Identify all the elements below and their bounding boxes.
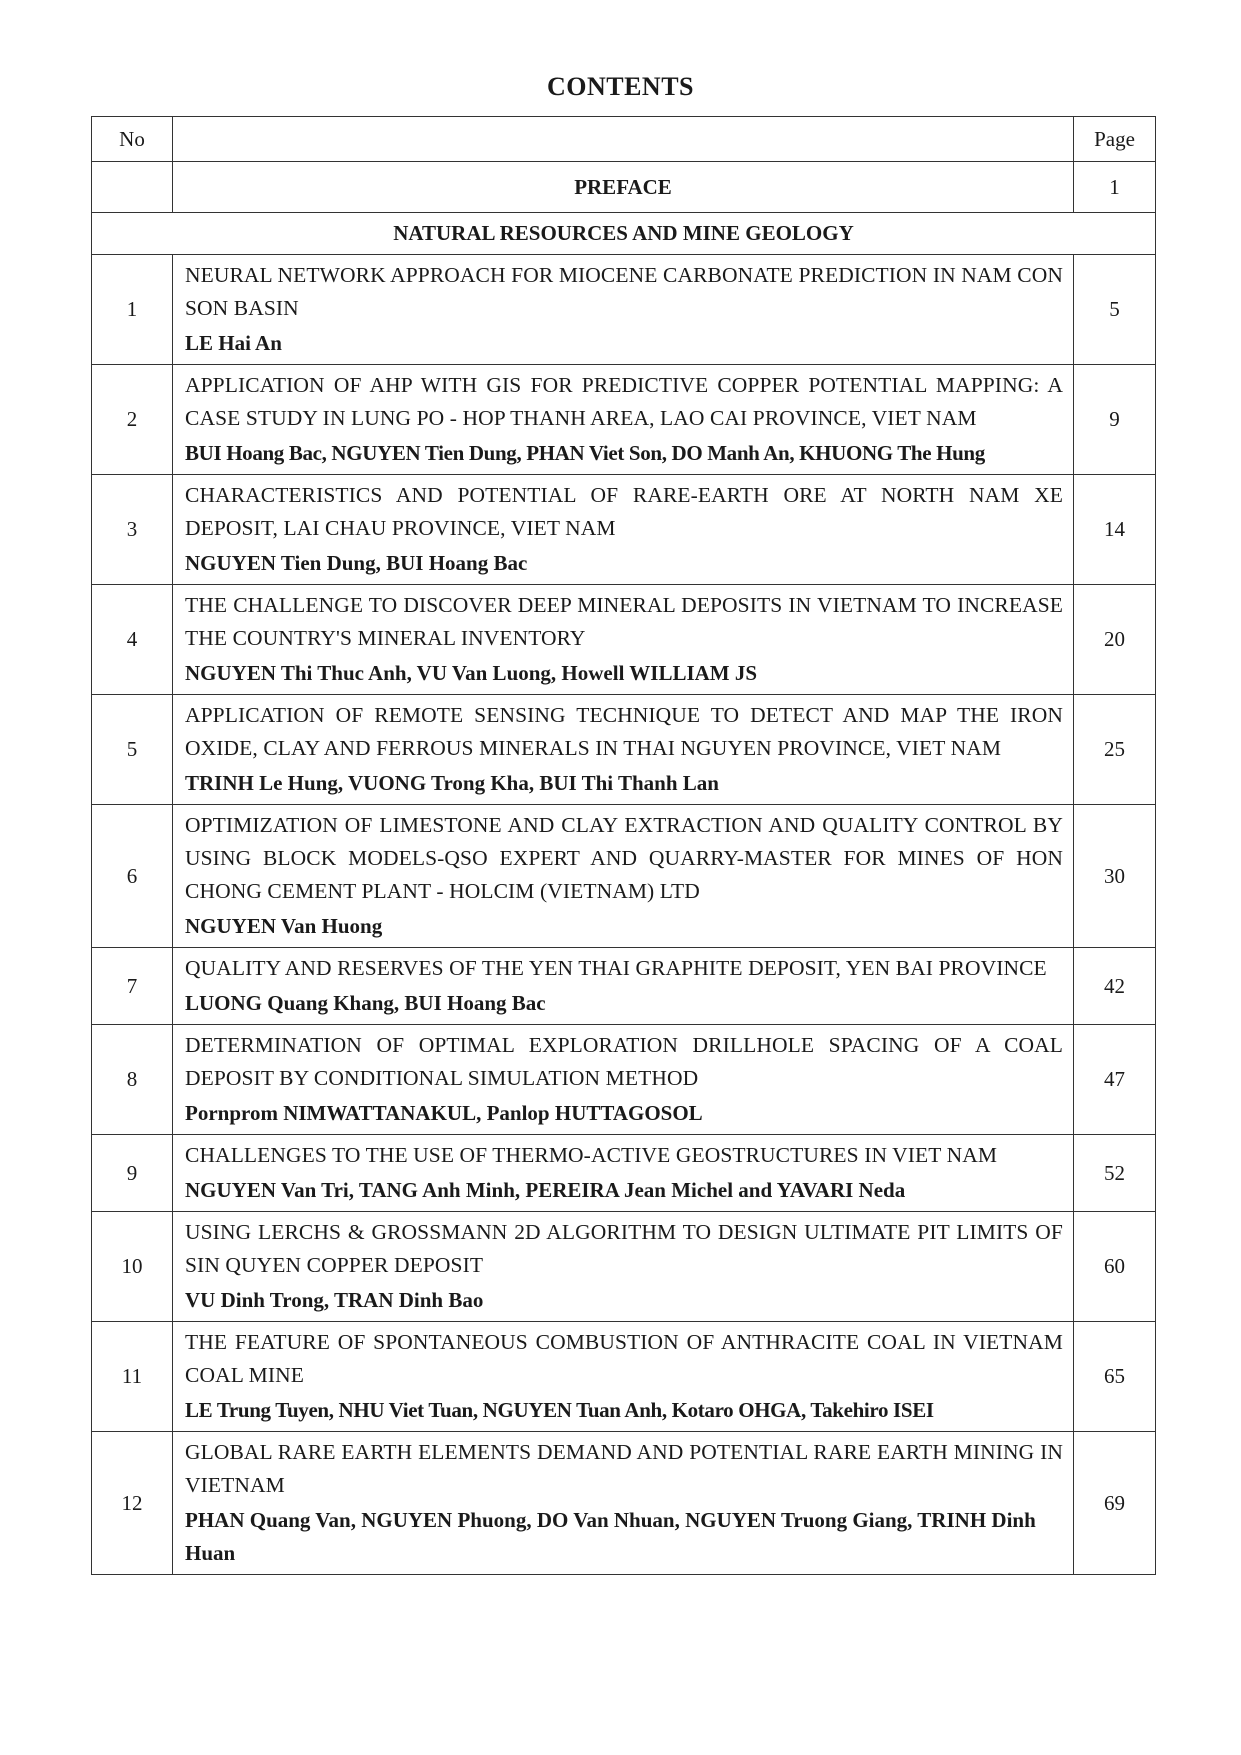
entry-cell	[173, 1212, 1074, 1322]
entry-number: 11	[92, 1322, 173, 1432]
entry-page: 25	[1074, 695, 1156, 805]
entry-page: 14	[1074, 475, 1156, 585]
entry-authors: TRINH Le Hung, VUONG Trong Kha, BUI Thi Thanh Lan	[185, 771, 719, 795]
preface-label: PREFACE	[173, 162, 1074, 213]
entry-number: 7	[92, 948, 173, 1025]
entry-title: GLOBAL RARE EARTH ELEMENTS DEMAND AND POTENTIAL RARE EARTH MINING IN VIETNAM	[185, 1440, 1063, 1497]
entry-authors: NGUYEN Tien Dung, BUI Hoang Bac	[185, 551, 528, 575]
entry-page: 47	[1074, 1025, 1156, 1135]
entry-cell	[173, 475, 1074, 585]
entry-authors: PHAN Quang Van, NGUYEN Phuong, DO Van Nhuan, NGUYEN Truong Giang, TRINH Dinh Huan	[185, 1508, 1036, 1565]
toc-entry-row	[92, 805, 1156, 948]
entry-cell	[173, 255, 1074, 365]
entry-number: 2	[92, 365, 173, 475]
entry-title: APPLICATION OF REMOTE SENSING TECHNIQUE TO DETECT AND MAP THE IRON OXIDE, CLAY AND FERROUS MINERALS IN THAI NGUYEN PROVINCE, VIET NAM	[185, 703, 1063, 760]
entry-page: 9	[1074, 365, 1156, 475]
toc-entry-row	[92, 948, 1156, 1025]
entry-page: 30	[1074, 805, 1156, 948]
entry-authors: LE Hai An	[185, 331, 282, 355]
entry-number: 10	[92, 1212, 173, 1322]
header-title	[173, 117, 1074, 162]
entry-number: 12	[92, 1432, 173, 1575]
toc-entry-row	[92, 695, 1156, 805]
entry-authors: BUI Hoang Bac, NGUYEN Tien Dung, PHAN Viet Son, DO Manh An, KHUONG The Hung	[185, 441, 985, 465]
entry-cell	[173, 948, 1074, 1025]
entries-body	[92, 255, 1156, 1575]
entry-cell	[173, 1135, 1074, 1212]
entry-authors: NGUYEN Thi Thuc Anh, VU Van Luong, Howell WILLIAM JS	[185, 661, 758, 685]
table-header-row	[92, 117, 1156, 162]
entry-authors: Pornprom NIMWATTANAKUL, Panlop HUTTAGOSOL	[185, 1101, 703, 1125]
entry-number: 1	[92, 255, 173, 365]
preface-page: 1	[1074, 162, 1156, 213]
entry-title: NEURAL NETWORK APPROACH FOR MIOCENE CARBONATE PREDICTION IN NAM CON SON BASIN	[185, 263, 1063, 320]
entry-page: 65	[1074, 1322, 1156, 1432]
entry-title: APPLICATION OF AHP WITH GIS FOR PREDICTIVE COPPER POTENTIAL MAPPING: A CASE STUDY IN LUNG PO - HOP THANH AREA, LAO CAI PROVINCE, VIET NAM	[185, 373, 1063, 430]
entry-authors: NGUYEN Van Huong	[185, 914, 383, 938]
entry-number: 9	[92, 1135, 173, 1212]
entry-title: CHARACTERISTICS AND POTENTIAL OF RARE-EARTH ORE AT NORTH NAM XE DEPOSIT, LAI CHAU PROVINCE, VIET NAM	[185, 483, 1063, 540]
entry-cell	[173, 585, 1074, 695]
toc-entry-row	[92, 1432, 1156, 1575]
toc-entry-row	[92, 1212, 1156, 1322]
entry-cell	[173, 1322, 1074, 1432]
contents-table	[91, 116, 1156, 1575]
toc-entry-row	[92, 255, 1156, 365]
entry-authors: LE Trung Tuyen, NHU Viet Tuan, NGUYEN Tuan Anh, Kotaro OHGA, Takehiro ISEI	[185, 1398, 934, 1422]
entry-title: OPTIMIZATION OF LIMESTONE AND CLAY EXTRACTION AND QUALITY CONTROL BY USING BLOCK MODELS-QSO EXPERT AND QUARRY-MASTER FOR MINES OF HON CHONG CEMENT PLANT - HOLCIM (VIETNAM) LTD	[185, 813, 1063, 903]
entry-page: 20	[1074, 585, 1156, 695]
entry-title: USING LERCHS & GROSSMANN 2D ALGORITHM TO DESIGN ULTIMATE PIT LIMITS OF SIN QUYEN COPPER DEPOSIT	[185, 1220, 1063, 1277]
entry-authors: LUONG Quang Khang, BUI Hoang Bac	[185, 991, 546, 1015]
section-row	[92, 213, 1156, 255]
toc-entry-row	[92, 475, 1156, 585]
entry-page: 52	[1074, 1135, 1156, 1212]
toc-entry-row	[92, 1025, 1156, 1135]
entry-number: 6	[92, 805, 173, 948]
entry-cell	[173, 365, 1074, 475]
header-no: No	[92, 117, 173, 162]
preface-no	[92, 162, 173, 213]
entry-title: THE FEATURE OF SPONTANEOUS COMBUSTION OF ANTHRACITE COAL IN VIETNAM COAL MINE	[185, 1330, 1063, 1387]
toc-entry-row	[92, 365, 1156, 475]
entry-cell	[173, 1432, 1074, 1575]
preface-row	[92, 162, 1156, 213]
toc-entry-row	[92, 585, 1156, 695]
entry-title: THE CHALLENGE TO DISCOVER DEEP MINERAL DEPOSITS IN VIETNAM TO INCREASE THE COUNTRY'S MINERAL INVENTORY	[185, 593, 1063, 650]
entry-authors: VU Dinh Trong, TRAN Dinh Bao	[185, 1288, 484, 1312]
entry-title: DETERMINATION OF OPTIMAL EXPLORATION DRILLHOLE SPACING OF A COAL DEPOSIT BY CONDITIONAL SIMULATION METHOD	[185, 1033, 1063, 1090]
entry-number: 5	[92, 695, 173, 805]
section-title: NATURAL RESOURCES AND MINE GEOLOGY	[92, 213, 1156, 255]
entry-page: 5	[1074, 255, 1156, 365]
entry-number: 4	[92, 585, 173, 695]
page-title: CONTENTS	[546, 72, 695, 101]
toc-entry-row	[92, 1322, 1156, 1432]
entry-page: 69	[1074, 1432, 1156, 1575]
entry-page: 60	[1074, 1212, 1156, 1322]
entry-cell	[173, 1025, 1074, 1135]
toc-entry-row	[92, 1135, 1156, 1212]
entry-page: 42	[1074, 948, 1156, 1025]
entry-number: 8	[92, 1025, 173, 1135]
entry-number: 3	[92, 475, 173, 585]
entry-title: QUALITY AND RESERVES OF THE YEN THAI GRAPHITE DEPOSIT, YEN BAI PROVINCE	[185, 956, 1047, 980]
header-page: Page	[1074, 117, 1156, 162]
entry-cell	[173, 805, 1074, 948]
entry-cell	[173, 695, 1074, 805]
entry-authors: NGUYEN Van Tri, TANG Anh Minh, PEREIRA Jean Michel and YAVARI Neda	[185, 1178, 906, 1202]
entry-title: CHALLENGES TO THE USE OF THERMO-ACTIVE GEOSTRUCTURES IN VIET NAM	[185, 1143, 998, 1167]
